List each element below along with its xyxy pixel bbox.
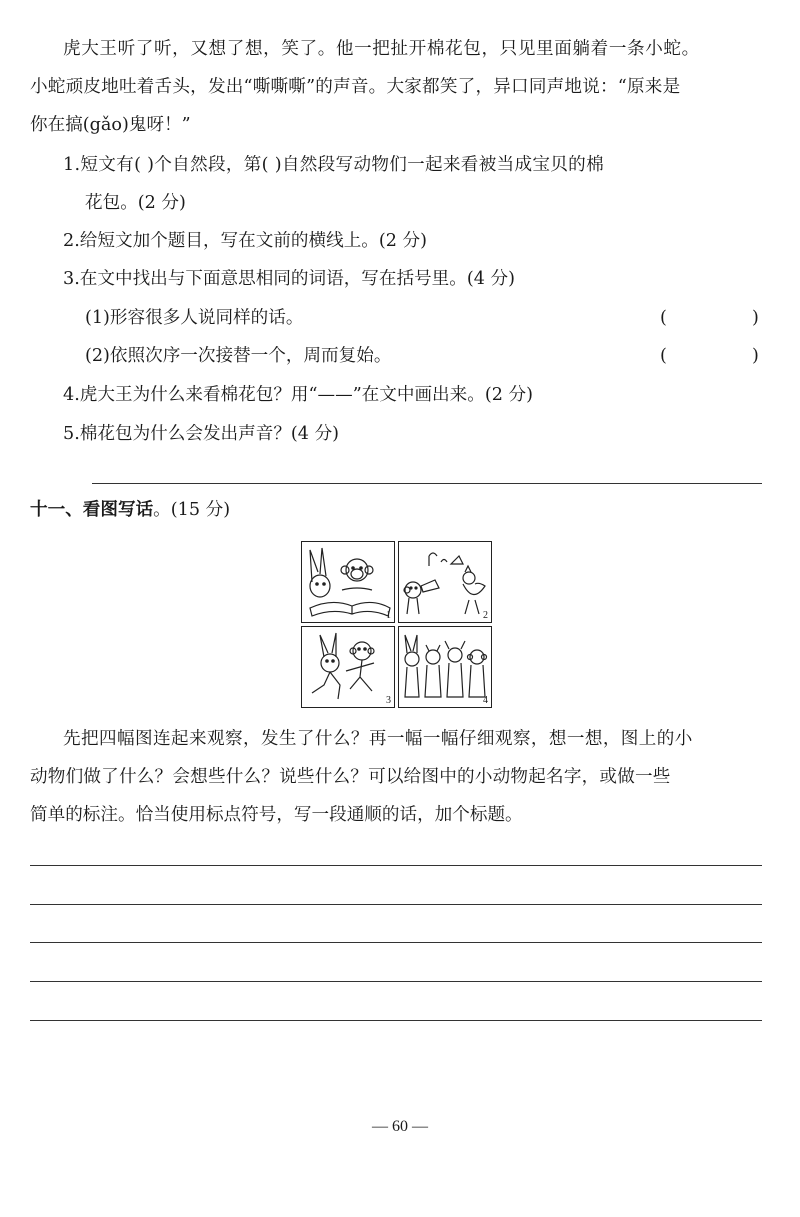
writing-line-1[interactable] [30,865,762,866]
question-5: 5.棉花包为什么会发出声音？(4 分) [63,424,340,444]
writing-line-3[interactable] [30,942,762,943]
instruction-line-3: 简单的标注。恰当使用标点符号，写一段通顺的话，加个标题。 [30,805,523,825]
question-1-line-1: 1.短文有( )个自然段，第( )自然段写动物们一起来看被当成宝贝的棉 [63,155,604,175]
panel-number-4: 4 [483,695,488,706]
section-11-title [30,501,230,520]
picture-panel-1 [301,541,395,623]
question-4: 4.虎大王为什么来看棉花包？用“——”在文中画出来。(2 分) [63,385,533,405]
panel-number-2: 2 [483,610,488,621]
picture-panel-2 [398,541,492,623]
question-1-line-2: 花包。(2 分) [85,193,186,213]
picture-panel-4 [398,626,492,708]
page-number: — 60 — [372,1118,428,1135]
panel-number-3: 3 [386,695,391,706]
instruction-line-2: 动物们做了什么？会想些什么？说些什么？可以给图中的小动物起名字，或做一些 [30,767,671,787]
section-11-score: 。(15 分) [153,500,231,520]
story-line-3: 你在搞(gǎo)鬼呀！” [30,115,191,135]
animals-gathered-illustration [399,627,491,707]
monkey-trumpet-rooster-illustration [399,542,491,622]
answer-line-q5[interactable] [92,483,762,484]
instruction-line-1: 先把四幅图连起来观察，发生了什么？再一幅一幅仔细观察，想一想，图上的小 [63,729,693,749]
answer-paren-close-1: ) [752,308,759,328]
writing-line-4[interactable] [30,981,762,982]
answer-paren-open-1: ( [660,308,667,328]
story-line-1: 虎大王听了听，又想了想，笑了。他一把扯开棉花包，只见里面躺着一条小蛇。 [63,39,700,59]
question-3-sub-2: (2)依照次序一次接替一个，周而复始。 [85,346,392,366]
question-3-sub-1: (1)形容很多人说同样的话。 [85,308,304,328]
picture-panel-3 [301,626,395,708]
answer-paren-close-2: ) [752,346,759,366]
question-2: 2.给短文加个题目，写在文前的横线上。(2 分) [63,231,427,251]
rabbit-monkey-reading-illustration [302,542,394,622]
question-3: 3.在文中找出与下面意思相同的词语，写在括号里。(4 分) [63,269,515,289]
story-line-2: 小蛇顽皮地吐着舌头，发出“嘶嘶嘶”的声音。大家都笑了，异口同声地说：“原来是 [30,77,681,97]
writing-line-5[interactable] [30,1020,762,1021]
animals-running-illustration [302,627,394,707]
writing-line-2[interactable] [30,904,762,905]
section-11-heading: 十一、看图写话 [30,499,154,520]
panel-number-1: 1 [386,610,391,621]
answer-paren-open-2: ( [660,346,667,366]
